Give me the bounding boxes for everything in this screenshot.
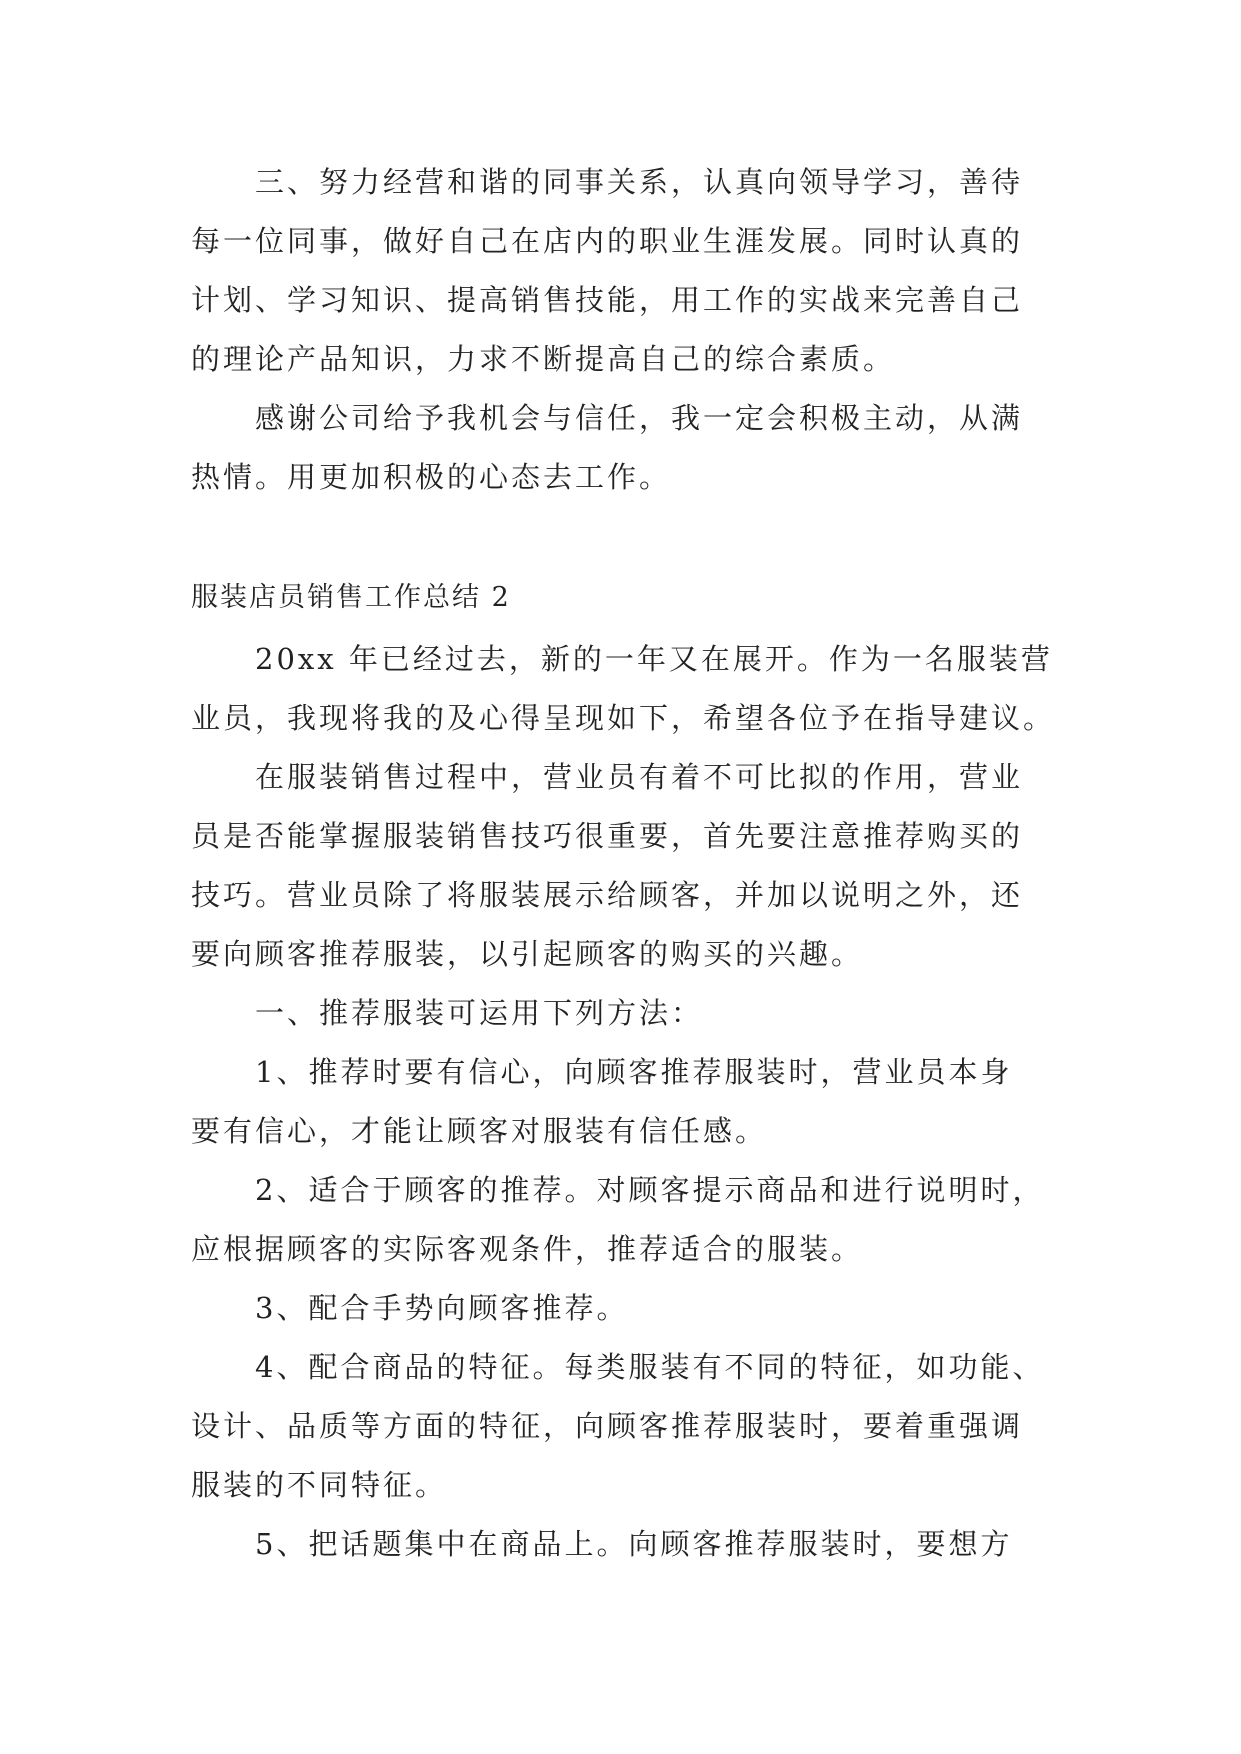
paragraph-line: 设计、品质等方面的特征，向顾客推荐服装时，要着重强调 (191, 1409, 1024, 1443)
paragraph-line: 业员，我现将我的及心得呈现如下，希望各位予在指导建议。 (191, 701, 1056, 735)
paragraph-line: 4、配合商品的特征。每类服装有不同的特征，如功能、 (255, 1350, 1045, 1384)
paragraph-line: 要有信心，才能让顾客对服装有信任感。 (191, 1114, 768, 1148)
paragraph-line: 员是否能掌握服装销售技巧很重要，首先要注意推荐购买的 (191, 819, 1024, 853)
paragraph-line: 的理论产品知识，力求不断提高自己的综合素质。 (191, 342, 896, 376)
paragraph-line: 技巧。营业员除了将服装展示给顾客，并加以说明之外，还 (191, 878, 1024, 912)
paragraph (191, 1338, 1051, 1515)
paragraph (191, 630, 1056, 748)
paragraph-line: 要向顾客推荐服装，以引起顾客的购买的兴趣。 (191, 937, 864, 971)
paragraph-line: 感谢公司给予我机会与信任，我一定会积极主动，从满 (255, 401, 1024, 435)
paragraph-line: 20xx 年已经过去，新的一年又在展开。作为一名服装营 (255, 642, 1053, 676)
paragraph (191, 389, 1051, 507)
paragraph-line: 5、把话题集中在商品上。向顾客推荐服装时，要想方 (255, 1527, 1013, 1561)
paragraph-line: 1、推荐时要有信心，向顾客推荐服装时，营业员本身 (255, 1055, 1013, 1089)
paragraph-line: 应根据顾客的实际客观条件，推荐适合的服装。 (191, 1232, 864, 1266)
paragraph-line: 服装的不同特征。 (191, 1468, 448, 1502)
paragraph (191, 984, 1051, 1043)
section-2-body (191, 630, 1056, 1574)
paragraph (191, 153, 1051, 389)
paragraph-line: 2、适合于顾客的推荐。对顾客提示商品和进行说明时， (255, 1173, 1045, 1207)
section-heading: 服装店员销售工作总结 2 (191, 582, 511, 613)
paragraph-line: 一、推荐服装可运用下列方法： (255, 996, 704, 1030)
paragraph-line: 热情。用更加积极的心态去工作。 (191, 460, 672, 494)
paragraph-line: 计划、学习知识、提高销售技能，用工作的实战来完善自己 (191, 283, 1024, 317)
paragraph-line: 每一位同事，做好自己在店内的职业生涯发展。同时认真的 (191, 224, 1024, 258)
paragraph (191, 1279, 1051, 1338)
paragraph-line: 在服装销售过程中，营业员有着不可比拟的作用，营业 (255, 760, 1024, 794)
paragraph (191, 1043, 1051, 1161)
paragraph-line: 三、努力经营和谐的同事关系，认真向领导学习，善待 (255, 165, 1024, 199)
paragraph (191, 1515, 1051, 1574)
section-1-body (191, 153, 1051, 507)
paragraph-line: 3、配合手势向顾客推荐。 (255, 1291, 629, 1325)
paragraph (191, 748, 1051, 984)
paragraph (191, 1161, 1051, 1279)
